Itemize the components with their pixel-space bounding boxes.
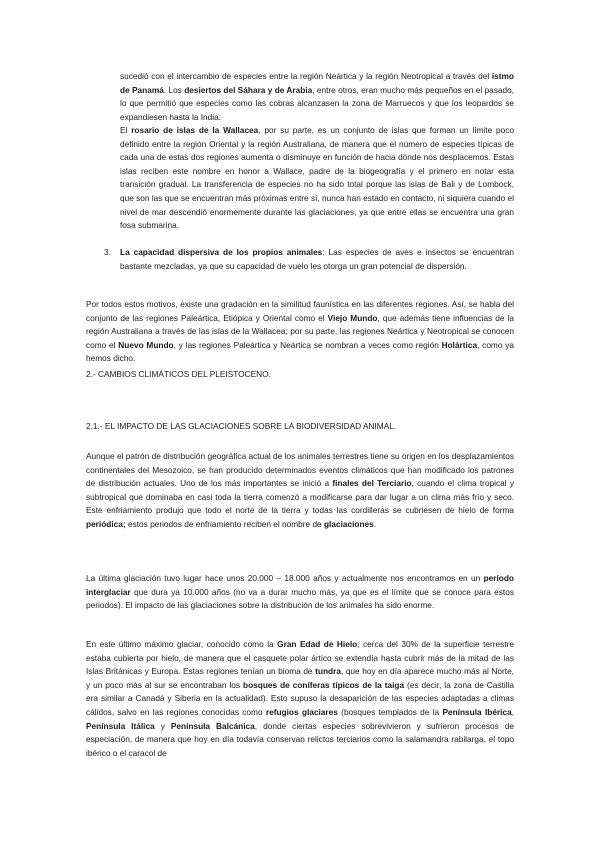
list-item-3 bbox=[120, 246, 514, 273]
list-number: 3. bbox=[104, 247, 111, 257]
paragraph-panama bbox=[120, 70, 514, 124]
bold-term: La capacidad dispersiva de los propios animales bbox=[120, 247, 323, 257]
text: , cuando el clima tropical y subtropical que dominaba en casi toda la tierra comenzó a modificarse para dar lugar a un clima más frío y seco. Este enfriamiento produjo que todo el norte de la tierra y todas las cordilleras se cubriesen de hielo de forma bbox=[86, 478, 515, 516]
text: Por todos estos motivos, existe una gradación en la similitud faunística en las diferentes regiones. Así, se habla del conjunto de las regiones Paleártica, Etiópica y Oriental como el bbox=[86, 299, 514, 323]
text: La última glaciación tuvo lugar hace unos 20.000 – 18.000 años y actualmente nos encontramos en un bbox=[86, 573, 484, 583]
text: estos periodos de enfriamiento reciben el nombre de bbox=[125, 518, 324, 529]
bold-term: refugios glaciares bbox=[265, 706, 338, 717]
text: . Los bbox=[163, 84, 185, 95]
bold-term: tundra bbox=[315, 666, 341, 677]
bold-term: istmo de Panamá bbox=[120, 71, 514, 95]
text: (es decir, la zona de Castilla era similar a Canadá y Siberia en la actualidad). Esto supuso la desaparición de las especies adaptadas a climas cálidos, salvo en las regiones conocidas como bbox=[86, 679, 514, 717]
bold-term: Holártica bbox=[441, 339, 478, 350]
text: , entre otros, eran mucho más pequeños en el pasado, lo que permitió que especies como las cobras alcanzasen la zona de Marruecos y que los leopardos se expandiesen hasta la India. bbox=[120, 84, 515, 122]
bold-term: Nuevo Mundo bbox=[118, 339, 174, 350]
bold-term: Viejo Mundo bbox=[327, 312, 378, 323]
text: (bosques templados de la bbox=[337, 706, 443, 717]
text: , que hoy en día aparece mucho más al Norte, y un poco más al sur se encontraban los bbox=[86, 666, 514, 690]
text: Aunque el patrón de distribución geográfica actual de los animales terrestres tiene su origen en los desplazamientos continentales del Mesozoico, se han producido determinados eventos climáticos que han modificado los patrones de distribución actuales. Uno de los más importantes se inició a bbox=[86, 451, 514, 489]
bold-term: desiertos del Sáhara y de Arabia bbox=[184, 84, 313, 95]
text: , por su parte, es un conjunto de islas que forman un límite poco definido entre la región Oriental y la región Australiana, de manera que el número de especies típicas de cada una de estas dos regiones aumenta o disminuye en función de hacia dónde nos desplacemos. Estas islas reciben este nombre en honor a Wallace, padre de la biogeografía y el primero en notar esta transición gradual. La transferencia de especies no ha sido total porque las islas de Bali y de Lombock, que son las que se encuentran más próximas entre sí, nunca han estado en contacto, ni siquiera cuando el nivel de mar descendió enormemente durante las glaciaciones, ya que entre ellas se encuentra una gran fosa submarina. bbox=[120, 125, 514, 231]
bold-term: Península Ibérica bbox=[442, 706, 512, 717]
paragraph-gradacion bbox=[86, 298, 514, 366]
text: y bbox=[154, 720, 171, 731]
text: , cerca del 30% de la superficie terrestre estaba cubierta por hielo, de manera que el casquete polar ártico se extendía hasta cubrir más de la mitad de las Islas Británicas y Europa. Estas regiones tenían un bioma de bbox=[86, 639, 514, 677]
bold-term: período interglaciar bbox=[86, 573, 514, 597]
bold-term: bosques de coníferas típicos de la taiga bbox=[243, 679, 405, 690]
text: : Las especies de aves e insectos se encuentran bastante mezcladas, ya que su capacidad de vuelo les otorga un gran potencial de dispersión. bbox=[120, 247, 514, 271]
bold-term: Península Balcánica bbox=[170, 720, 255, 731]
subsection-heading: 2.1.- EL IMPACTO DE LAS GLACIACIONES SOBRE LA BIODIVERSIDAD ANIMAL. bbox=[86, 421, 397, 431]
text: El bbox=[120, 125, 132, 135]
text: , como ya hemos dicho. bbox=[86, 339, 514, 364]
bold-term: finales del Terciario bbox=[332, 478, 412, 489]
text: . bbox=[373, 518, 377, 529]
paragraph-patron bbox=[86, 450, 514, 532]
section-heading: 2.- CAMBIOS CLIMÁTICOS DEL PLEISTOCENO. bbox=[86, 369, 271, 379]
text: sucedió con el intercambio de especies entre la región Neártica y la región Neotropical a través del bbox=[120, 71, 492, 81]
bold-term: periódica; bbox=[86, 518, 126, 529]
text: En este último máximo glaciar, conocido como la bbox=[86, 639, 278, 649]
text: que dura ya 10.000 años (no va a durar mucho más, ya que es el límite que se conoce para estos periodos). El impacto de las glaciaciones sobre la distribución de los animales ha sido enorme. bbox=[86, 586, 514, 611]
bold-term: Península Itálica bbox=[86, 720, 155, 731]
bold-term: glaciaciones bbox=[323, 518, 374, 529]
paragraph-wallacea bbox=[120, 124, 514, 233]
bold-term: rosario de islas de la Wallacea bbox=[131, 125, 259, 135]
bold-term: Gran Edad de Hielo bbox=[277, 639, 358, 649]
paragraph-ultima-glaciacion bbox=[86, 572, 514, 613]
text: , y las regiones Paleártica y Neártica se nombran a veces como región bbox=[173, 339, 442, 350]
text: , que además tiene influencias de la región Australiana a través de las islas de la Wallacea; por su parte, las regiones Neártica y Neotropical se conocen como el bbox=[86, 312, 514, 350]
text: , donde ciertas especies sobrevivieron y sufrieron procesos de especiación, de manera que hoy en día todavía conservan relictos terciarios como la salamandra rabilarga, el topo ibérico o el caracol de bbox=[86, 720, 514, 758]
paragraph-gran-edad-hielo bbox=[86, 638, 514, 760]
text: , bbox=[511, 706, 515, 717]
